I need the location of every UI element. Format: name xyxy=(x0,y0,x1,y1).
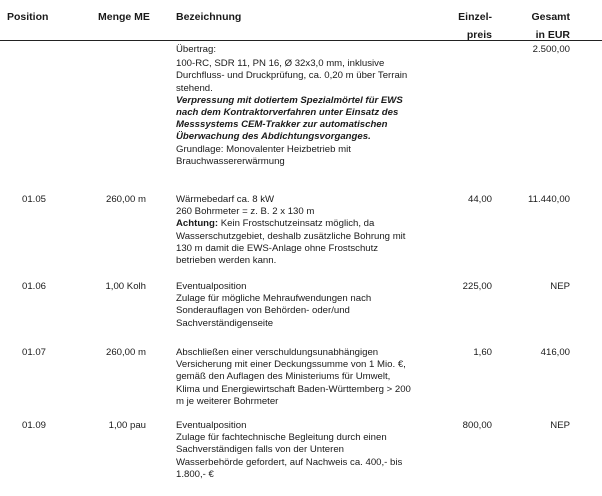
achtung-label: Achtung: xyxy=(176,218,219,230)
item-position: 01.07 xyxy=(22,347,47,358)
item-line1: Eventualposition xyxy=(176,281,247,292)
item-gesamt: 416,00 xyxy=(540,347,570,358)
header-menge: Menge ME xyxy=(98,11,150,23)
achtung-text: Kein Frostschutzeinsatz möglich, da Wasserschutzgebiet, deshalb zusätzliche Bohrung mit 130 m damit die EWS-Anlage ohne Frostschutz betrieben werden kann. xyxy=(176,218,406,267)
carryover-emphasis: Verpressung mit dotiertem Spezialmörtel für EWS nach dem Kontraktorverfahren unter Einsatz des Messsystems CEM-Trakker zur automatischen Überwachung des Abdichtungsvorganges. xyxy=(176,94,403,143)
item-description xyxy=(176,420,414,481)
item-einzelpreis: 800,00 xyxy=(462,420,492,431)
header-position: Position xyxy=(7,11,49,23)
header-bezeichnung: Bezeichnung xyxy=(176,11,242,23)
item-description xyxy=(176,347,414,408)
item-gesamt: 11.440,00 xyxy=(528,194,570,205)
item-text: Zulage für mögliche Mehraufwendungen nach Sonderauflagen von Behörden- oder/und Sachverständigenseite xyxy=(176,293,372,329)
item-position: 01.06 xyxy=(22,281,47,292)
item-menge: 260,00 m xyxy=(105,347,146,358)
item-einzelpreis: 225,00 xyxy=(462,281,492,292)
item-line1: Wärmebedarf ca. 8 kW xyxy=(176,194,275,205)
item-menge: 1,00 pau xyxy=(108,420,146,431)
item-description xyxy=(176,194,414,267)
carryover-amount: 2.500,00 xyxy=(532,44,570,55)
carryover-label: Übertrag: xyxy=(176,44,216,55)
item-gesamt: NEP xyxy=(550,281,570,292)
item-gesamt: NEP xyxy=(550,420,570,431)
item-menge: 260,00 m xyxy=(105,194,146,205)
item-position: 01.05 xyxy=(22,194,47,205)
item-text: Zulage für fachtechnische Begleitung durch einen Sachverständigen falls von der Unteren Wasserbehörde gefordert, auf Nachweis ca. 400,- bis 1.800,- € xyxy=(176,432,403,480)
header-einzelpreis-2: preis xyxy=(466,29,492,41)
item-description xyxy=(176,281,414,330)
header-gesamt-2: in EUR xyxy=(535,29,570,41)
item-line1: Eventualposition xyxy=(176,420,247,431)
item-menge: 1,00 Kolh xyxy=(105,281,146,292)
item-position: 01.09 xyxy=(22,420,47,431)
item-text: Abschließen einer verschuldungsunabhängigen Versicherung mit einer Deckungssumme von 1 Mio. €, gemäß den Auflagen des Ministeriums für Umwelt, Klima und Energiewirtschaft Baden-Württemberg > 200 m je weiterer Bohrmeter xyxy=(176,347,411,407)
carryover-text1: 100-RC, SDR 11, PN 16, Ø 32x3,0 mm, inklusive Durchfluss- und Druckprüfung, ca. 0,20 m über Terrain stehend. xyxy=(176,58,408,94)
carryover-block xyxy=(176,44,414,168)
header-gesamt-1: Gesamt xyxy=(531,11,570,23)
header-einzelpreis-1: Einzel- xyxy=(458,11,492,23)
header-rule xyxy=(0,40,602,41)
item-einzelpreis: 44,00 xyxy=(467,194,492,205)
item-einzelpreis: 1,60 xyxy=(473,347,492,358)
carryover-text2: Grundlage: Monovalenter Heizbetrieb mit Brauchwassererwärmung xyxy=(176,143,351,167)
item-line2: 260 Bohrmeter = z. B. 2 x 130 m xyxy=(176,206,315,218)
